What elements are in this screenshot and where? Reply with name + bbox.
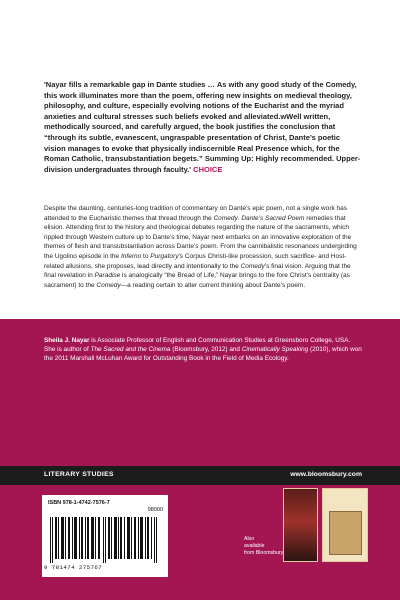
subject-category: LITERARY STUDIES (44, 471, 114, 478)
related-book-cover[interactable] (322, 488, 368, 562)
review-quote (44, 80, 362, 175)
desc-text: Despite the daunting, centuries-long tradition of commentary on Dante’s epic poem, not a single work has attended to the Eucharistic themes that thread through the (44, 205, 348, 222)
desc-text: ’s Corpus Christi-like procession, such sacrifice- and Host-related allusions, she proposes, lead directly and intentionally to the (44, 252, 347, 270)
desc-title: Inferno (120, 252, 142, 260)
also-line: from Bloomsbury (244, 549, 284, 556)
desc-text: remedies that elision. Attending first to the history and theological debates regarding the nature of the sacraments, which rippled through Western culture up to Dante’s time, Nayar next embarks on an innovative exploration of the themes of flesh and transubstantiation across Dante’s poem. From the cannibalistic resonances undergirding the Ugolino episode in the (44, 214, 357, 260)
desc-title: Dante’s Sacred Poem (241, 214, 305, 222)
desc-text: . (237, 214, 242, 222)
also-available-note (244, 536, 284, 556)
category-bar (0, 466, 400, 485)
desc-text: —a reading certain to alter current thinking about Dante’s poem. (120, 281, 306, 289)
bio-text: is Associate Professor of English and Communication Studies at Greensboro College, USA. She is author of (44, 337, 351, 354)
author-name: Sheila J. Nayar (44, 337, 90, 344)
desc-title: Purgatory (150, 252, 179, 260)
desc-title: Comedy (240, 262, 265, 270)
quote-text: 'Nayar fills a remarkable gap in Dante studies … As with any good study of the Comedy, this work illuminates more than the poem, offering new insights on medieval theology, philosophy, and culture, especially evolving notions of the Eucharist and the myriad anxieties and cultural stresses such beliefs evoked and alleviated.wWell written, methodically sourced, and carefully argued, the book justifies the conclusion that “through its subtle, evanescent, ungraspable presentation of Christ, Dante’s poetic vision manages to evoke that physically indiscernible Real Presence which, for the Roman Catholic, transubstantiation begets.” Summing Up: Highly recommended. Upper-division undergraduates through faculty.' (44, 80, 361, 174)
desc-title: Comedy (213, 214, 238, 222)
book-cover-art (329, 511, 362, 555)
desc-text: is analogically “the Bread of Life,” Nayar brings to the fore Christ’s centrality (as sacrament) to the (44, 272, 350, 289)
publisher-website[interactable]: www.bloomsbury.com (290, 471, 362, 478)
desc-text: to (141, 252, 151, 260)
also-line: available (244, 542, 265, 549)
author-bio (44, 336, 362, 364)
quote-source: CHOICE (193, 164, 223, 174)
barcode-box (42, 495, 168, 577)
desc-title: Paradise (94, 272, 121, 280)
bio-text: (Bloomsbury, 2012) and (170, 346, 242, 354)
related-book-cover[interactable] (283, 488, 318, 562)
barcode-digits: 9 781474 275767 (44, 564, 103, 571)
desc-text: ’s final vision. Arguing that the final revelation in (44, 262, 351, 280)
isbn-label: ISBN 978-1-4742-7576-7 (48, 500, 110, 506)
book-description (44, 204, 362, 290)
desc-title: Comedy (96, 281, 121, 289)
bio-title: Cinematically Speaking (241, 346, 309, 354)
bio-text: (2010), which won the 2011 Marshall McLuhan Award for Outstanding Book in the Field of Media Ecology. (44, 346, 362, 363)
price-code: 98000 (147, 507, 163, 513)
bio-title: The Sacred and the Cinema (90, 346, 171, 354)
barcode-icon (50, 517, 160, 563)
also-line: Also (244, 536, 255, 542)
